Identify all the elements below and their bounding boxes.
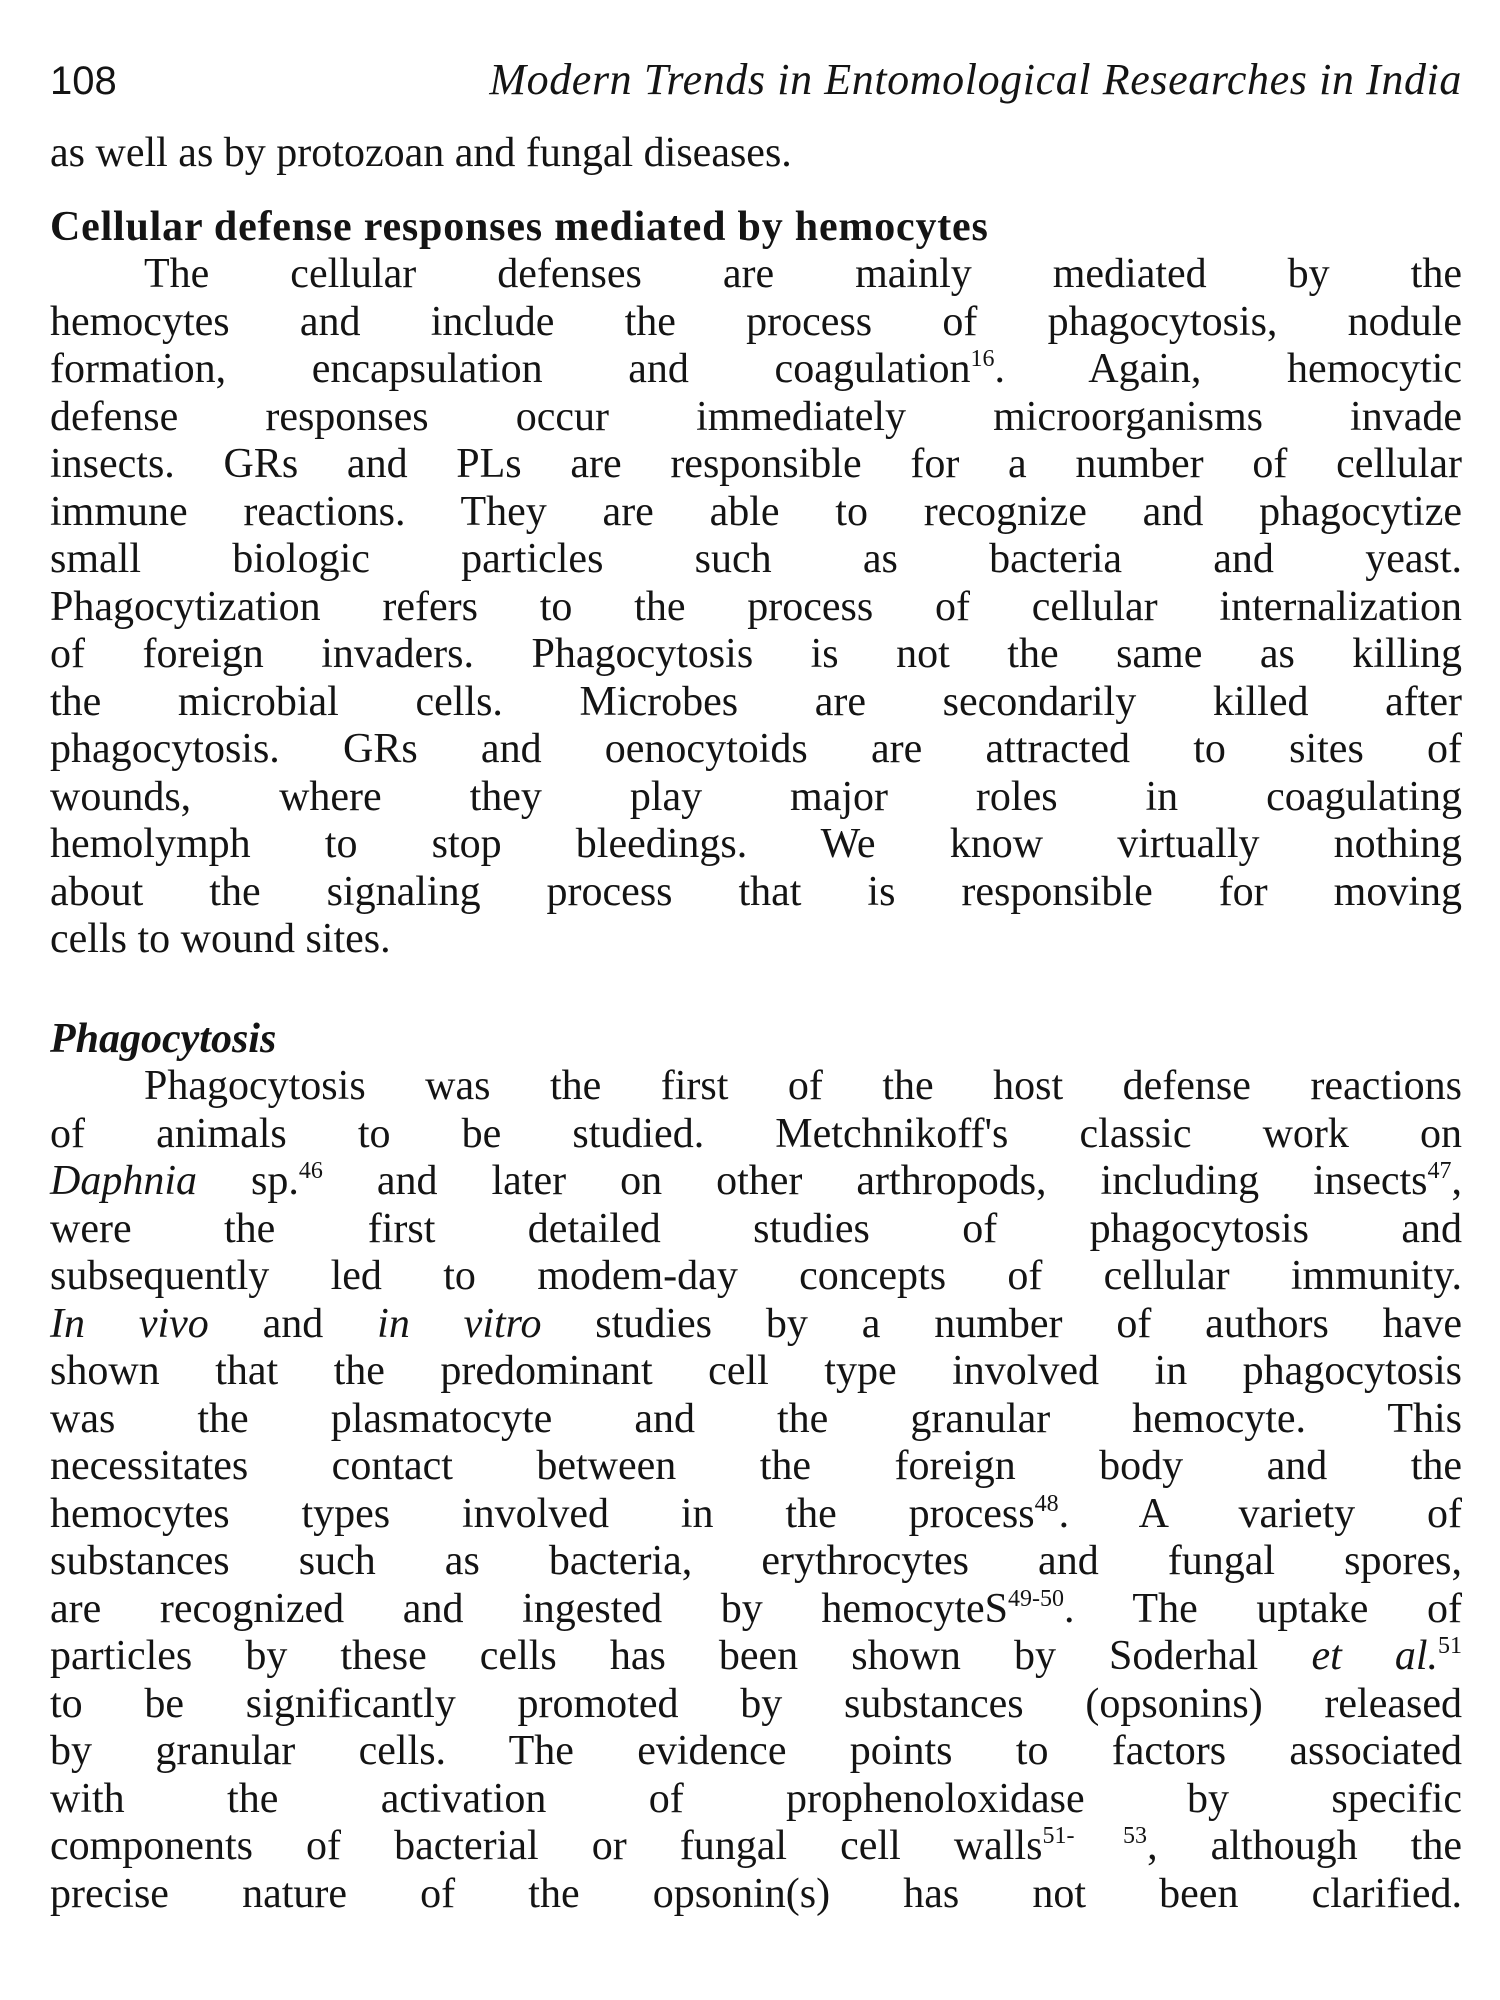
citation: 51 <box>1438 1633 1462 1659</box>
text-line: insects. GRs and PLs are responsible for a number of cellular <box>50 441 1462 487</box>
text-line: necessitates contact between the foreign body and the <box>50 1443 1462 1489</box>
text-segment: hemocytes types involved in the process <box>50 1490 1035 1537</box>
text-line: substances such as bacteria, erythrocytes and fungal spores, <box>50 1538 1462 1584</box>
text-line: to be significantly promoted by substances (opsonins) released <box>50 1680 1462 1727</box>
text-line: subsequently led to modem-day concepts of cellular immunity. <box>50 1253 1462 1299</box>
text-line: hemocytes and include the process of phagocytosis, nodule <box>50 298 1462 345</box>
text-line: wounds, where they play major roles in coagulating <box>50 773 1462 820</box>
text-line: The cellular defenses are mainly mediated by the <box>144 251 1462 297</box>
text-line <box>50 1586 1462 1634</box>
text-line: defense responses occur immediately microorganisms invade <box>50 393 1462 440</box>
section-heading: Cellular defense responses mediated by hemocytes <box>50 203 989 250</box>
citation: 51- 53 <box>1042 1823 1148 1849</box>
running-header <box>50 52 1462 108</box>
text-line: by granular cells. The evidence points to factors associated <box>50 1728 1462 1774</box>
italic-term: et al. <box>1311 1633 1438 1679</box>
citation: 48 <box>1034 1490 1059 1517</box>
text-line: with the activation of prophenoloxidase by specific <box>50 1775 1462 1822</box>
text-segment: and <box>208 1300 378 1347</box>
text-line: hemolymph to stop bleedings. We know virtually nothing <box>50 821 1462 867</box>
citation: 47 <box>1427 1158 1452 1184</box>
text-line: cells to wound sites. <box>50 916 391 962</box>
text-line <box>50 1823 1462 1871</box>
text-segment: are recognized and ingested by hemocyteS <box>50 1585 1009 1632</box>
book-page <box>50 52 1462 1918</box>
species-name: Daphnia <box>50 1158 197 1204</box>
text-line: small biologic particles such as bacteria and yeast. <box>50 536 1462 582</box>
subsection-paragraph <box>50 1063 1462 1918</box>
text-line: of foreign invaders. Phagocytosis is not the same as killing <box>50 631 1462 677</box>
text-line: the microbial cells. Microbes are secondarily killed after <box>50 678 1462 725</box>
text-line: were the first detailed studies of phagocytosis and <box>50 1205 1462 1252</box>
text-line <box>50 1633 1462 1681</box>
section-paragraph <box>50 251 1462 964</box>
text-segment: , <box>1451 1158 1462 1204</box>
text-segment: components of bacterial or fungal cell walls <box>50 1823 1043 1869</box>
citation: 46 <box>298 1158 323 1184</box>
text-segment: and later on other arthropods, including insects <box>322 1158 1428 1204</box>
text-line <box>50 1158 1462 1206</box>
text-line: Phagocytosis was the first of the host defense reactions <box>144 1063 1462 1109</box>
text-segment: . A variety of <box>1058 1490 1462 1537</box>
text-line: was the plasmatocyte and the granular hemocyte. This <box>50 1395 1462 1442</box>
text-segment: , although the <box>1147 1823 1462 1869</box>
text-line: immune reactions. They are able to recognize and phagocytize <box>50 488 1462 535</box>
italic-term: in vitro <box>377 1300 542 1347</box>
citation: 49-50 <box>1008 1585 1065 1612</box>
text-segment: . The uptake of <box>1064 1585 1462 1632</box>
text-line <box>50 346 1462 394</box>
text-line <box>50 1301 1462 1349</box>
text-segment: . Again, hemocytic <box>994 346 1462 392</box>
text-line <box>50 1491 1462 1539</box>
intro-line: as well as by protozoan and fungal diseases. <box>50 130 792 176</box>
subsection-heading: Phagocytosis <box>50 1015 277 1062</box>
text-line: Phagocytization refers to the process of cellular internalization <box>50 583 1462 630</box>
text-segment: formation, encapsulation and coagulation <box>50 346 971 392</box>
citation: 16 <box>970 346 995 372</box>
running-title: Modern Trends in Entomological Researches in India <box>489 55 1462 104</box>
text-line: of animals to be studied. Metchnikoff's classic work on <box>50 1110 1462 1157</box>
text-line: phagocytosis. GRs and oenocytoids are attracted to sites of <box>50 726 1462 772</box>
italic-term: In vivo <box>50 1300 209 1347</box>
text-line: about the signaling process that is responsible for moving <box>50 868 1462 915</box>
text-line: shown that the predominant cell type involved in phagocytosis <box>50 1348 1462 1394</box>
text-segment: particles by these cells has been shown by Soderhal <box>50 1633 1312 1679</box>
text-line: precise nature of the opsonin(s) has not been clarified. <box>50 1870 1462 1917</box>
text-segment: studies by a number of authors have <box>541 1300 1462 1347</box>
page-number: 108 <box>50 59 117 103</box>
text-segment: sp. <box>197 1158 299 1204</box>
